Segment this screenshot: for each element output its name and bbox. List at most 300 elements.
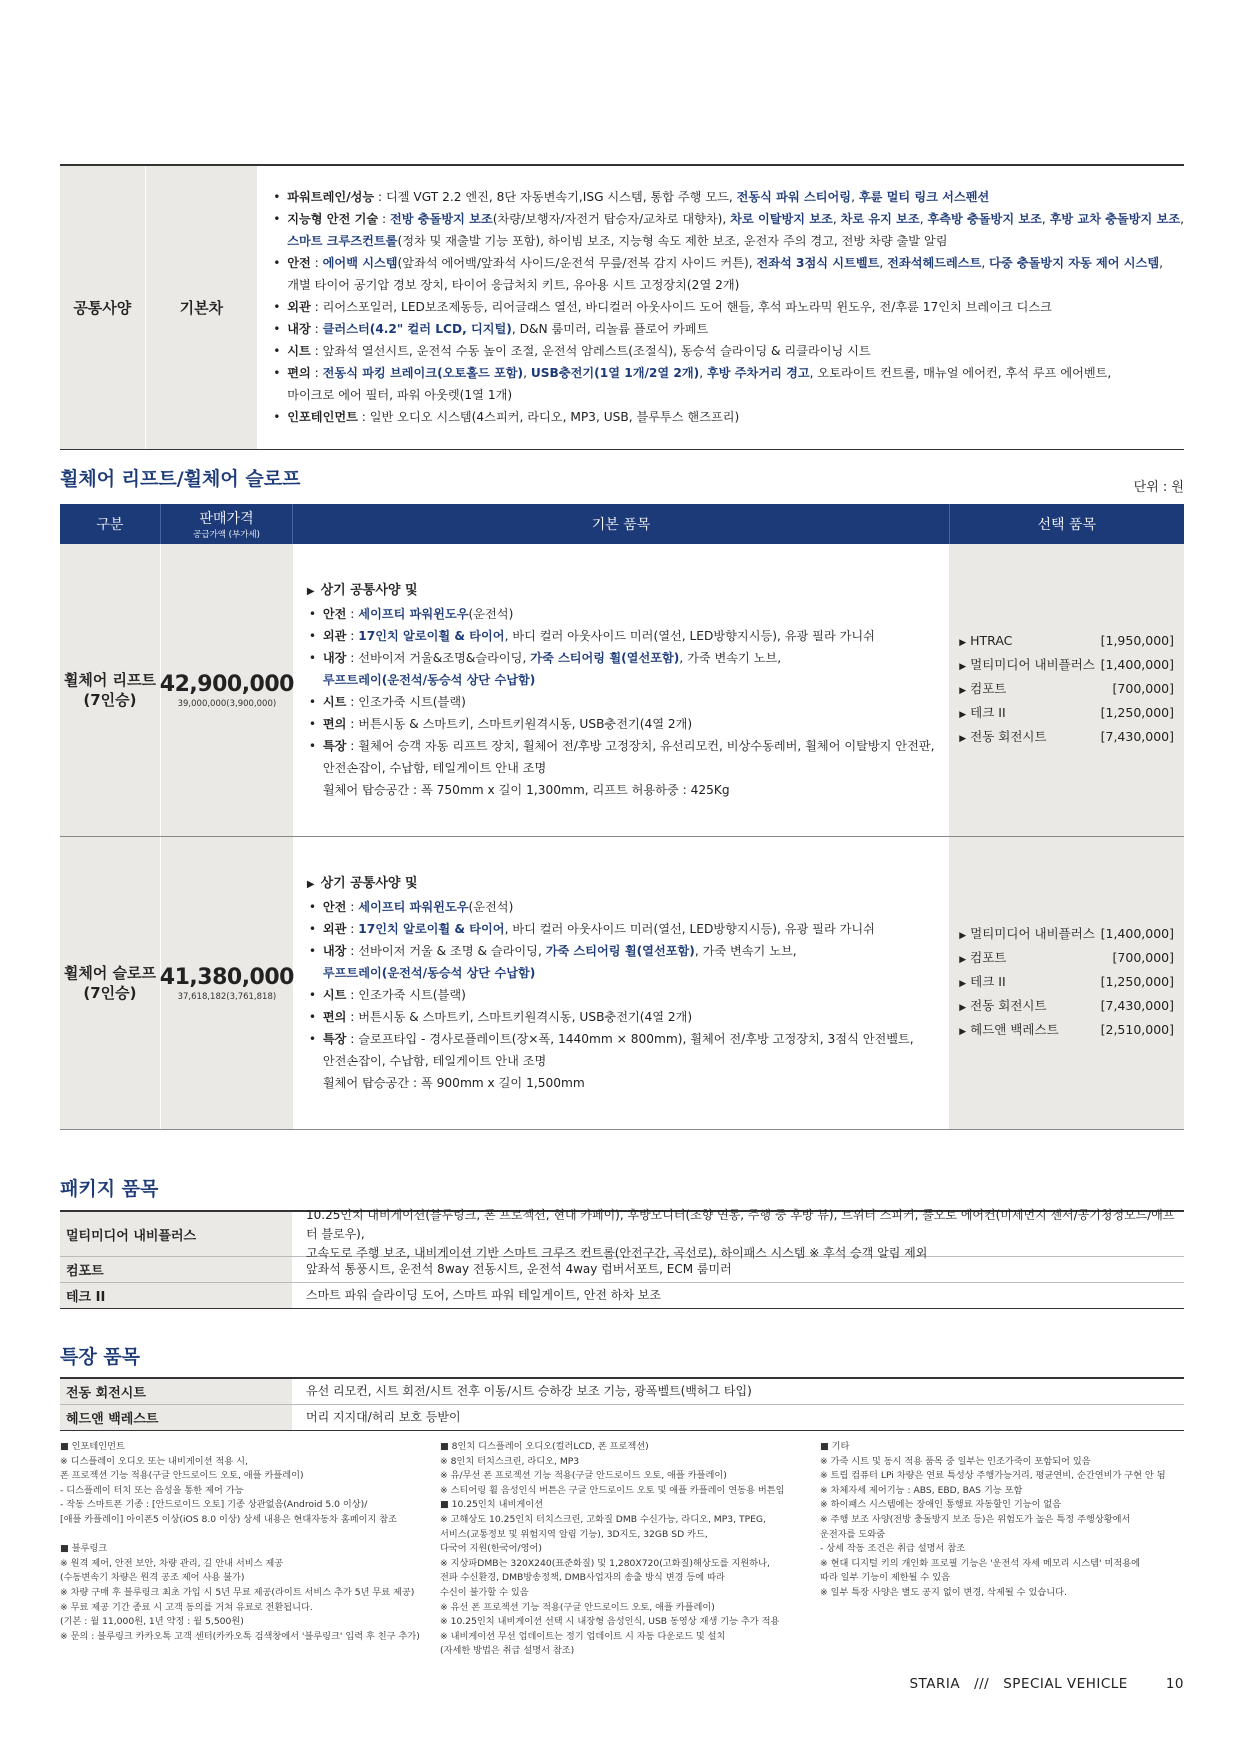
option-name [959, 923, 1095, 947]
spec-text: 내장 [322, 943, 347, 958]
option-item [959, 654, 1174, 678]
spec-line [287, 252, 1184, 274]
footnote-line: 전파 수신환경, DMB방송정책, DMB사업자의 송출 방식 변경 등에 따라 [440, 1572, 725, 1584]
wheelchair-section-title: 휠체어 리프트/휠체어 슬로프 [60, 468, 301, 490]
spec-text: 편의 [322, 1009, 347, 1024]
spec-item [267, 296, 1184, 318]
spec-line [323, 625, 949, 647]
desc-line: 머리 지지대/허리 보호 등받이 [306, 1410, 461, 1424]
spec-text: 전좌석 3점식 시트벨트 [756, 256, 880, 270]
spec-line [287, 296, 1184, 318]
page-footer [909, 1676, 1184, 1692]
spec-text: : [310, 366, 323, 380]
option-name [959, 630, 1012, 654]
spec-text: , [851, 190, 859, 204]
spec-line [323, 896, 949, 918]
spec-text: , [1041, 212, 1050, 226]
spec-text: 루프트레이(운전석/동승석 상단 수납함) [322, 672, 536, 687]
spec-text: 시트 [322, 987, 347, 1002]
option-price: [7,430,000] [1100, 998, 1174, 1013]
option-name-text: 테크 II [970, 974, 1006, 989]
spec-text: : 휠체어 승객 자동 리프트 장치, 휠체어 전/후방 고정장치, 유선리모컨, 비상수동레버, 휠체어 이탈방지 안전판, [346, 738, 935, 753]
footnote-line: ※ 무료 제공 기간 종료 시 고객 동의를 거쳐 유료로 전환됩니다. [60, 1601, 313, 1613]
table-row [60, 1207, 1184, 1260]
header-price-sub: 공급가액 (부가세) [193, 530, 260, 540]
footnote-line: ※ 가죽 시트 및 동시 적용 품목 중 일부는 인조가죽이 포함되어 있음 [820, 1455, 1091, 1467]
trim-name-main: 휠체어 슬로프 [63, 964, 157, 982]
footnote-line: ■ 인포테인먼트 [60, 1441, 125, 1452]
table-row [60, 1257, 1184, 1283]
spec-line [287, 274, 1184, 296]
spec-line [323, 691, 949, 713]
spec-text: : [346, 921, 359, 936]
option-name [959, 1019, 1058, 1043]
spec-item [303, 1028, 949, 1094]
spec-text: 에어백 시스템 [322, 256, 398, 270]
arrow-icon: ▶ [959, 1027, 967, 1037]
basic-items [293, 837, 949, 1129]
spec-text: 내장 [287, 322, 311, 336]
trim-name-seats: (7인승) [83, 691, 137, 709]
spec-item [267, 208, 1184, 252]
spec-line [323, 984, 949, 1006]
spec-item [303, 940, 949, 984]
footnote-line: ■ 블루링크 [60, 1543, 108, 1555]
spec-text: : [310, 322, 323, 336]
spec-text: 특장 [322, 1031, 347, 1046]
option-price: [7,430,000] [1100, 729, 1174, 744]
spec-text: 전동식 파워 스티어링 [736, 190, 852, 204]
footnote-line: 폰 프로젝션 기능 적용(구글 안드로이드 오토, 애플 카플레이) [60, 1470, 304, 1482]
spec-text: 지능형 안전 기술 [287, 212, 379, 226]
spec-item [303, 735, 949, 801]
spec-line [287, 230, 1184, 252]
wheelchair-table-header [60, 504, 1184, 544]
footnote-line: - 디스플레이 터치 또는 음성을 통한 제어 가능 [60, 1484, 244, 1496]
footnote-line: ※ 주행 보조 사양(전방 충돌방지 보조 등)은 위험도가 높은 특정 주행상황에서 [820, 1513, 1131, 1525]
footnote-line: ※ 차량 구매 후 블루링크 최초 가입 시 5년 무료 제공(라이트 서비스 추가 5년 무료 제공) [60, 1586, 415, 1598]
spec-text: 내장 [322, 650, 347, 665]
footnote-line: ※ 현대 디지털 키의 개인화 프로필 기능은 '운전석 자세 메모리 시스템' 미적용에 [820, 1557, 1141, 1569]
heading-text: 상기 공통사양 및 [320, 582, 418, 598]
footnote-line: (자세한 방법은 취급 설명서 참조) [440, 1645, 575, 1657]
spec-text: , [1180, 212, 1184, 226]
spec-line [323, 1072, 949, 1094]
footnote-line: ※ 트립 컴퓨터 LPi 차량은 연료 특성상 주행가능거리, 평균연비, 순간연비가 구현 안 됨 [820, 1470, 1166, 1482]
spec-text: 전방 충돌방지 보조 [390, 212, 493, 226]
option-name-text: 전동 회전시트 [970, 729, 1047, 744]
option-name [959, 947, 1006, 971]
arrow-icon: ▶ [959, 734, 967, 744]
spec-text: 특장 [322, 738, 347, 753]
desc-line: 유선 리모컨, 시트 회전/시트 전후 이동/시트 승하강 보조 기능, 광폭벨트(백허그 타입) [306, 1384, 752, 1398]
spec-text: 시트 [322, 694, 347, 709]
footnote-line [60, 1528, 420, 1543]
spec-line [287, 406, 1184, 428]
spec-text: , [1159, 256, 1163, 270]
footnote-line: ※ 차체자세 제어기능 : ABS, EBD, BAS 기능 포함 [820, 1484, 1023, 1496]
spec-line [287, 208, 1184, 230]
spec-text: 루프트레이(운전석/동승석 상단 수납함) [322, 965, 536, 980]
spec-text: 후측방 충돌방지 보조 [927, 212, 1042, 226]
option-price: [700,000] [1112, 950, 1174, 965]
spec-text: 후방 교차 충돌방지 보조 [1049, 212, 1181, 226]
option-name [959, 678, 1006, 702]
footnotes-col3 [820, 1440, 1166, 1601]
spec-item [303, 918, 949, 940]
header-category: 구분 [60, 504, 161, 544]
spec-text: (운전석) [468, 899, 514, 914]
spec-line [287, 340, 1184, 362]
footnote-line: ※ 10.25인치 내비게이션 선택 시 내장형 음성인식, USB 동영상 재생 기능 추가 적용 [440, 1616, 780, 1628]
desc-line: 앞좌석 통풍시트, 운전석 8way 전동시트, 운전석 4way 럼버서포트, ECM 룸미러 [306, 1262, 732, 1276]
arrow-icon: ▶ [959, 710, 967, 720]
spec-text: 클러스터(4.2" 컬러 LCD, 디지털) [322, 322, 512, 336]
footnote-line: ※ 내비게이션 무선 업데이트는 정기 업데이트 시 자동 다운로드 및 설치 [440, 1630, 726, 1642]
spec-text: : 버튼시동 & 스마트키, 스마트키원격시동, USB충전기(4열 2개) [346, 716, 693, 731]
option-item [959, 995, 1174, 1019]
spec-line [323, 713, 949, 735]
footnote-line: ※ 디스플레이 오디오 또는 내비게이션 적용 시, [60, 1455, 248, 1467]
heading-text: 상기 공통사양 및 [320, 875, 418, 891]
spec-text: : 슬로프타입 - 경사로플레이트(장×폭, 1440mm × 800mm), 휠체어 전/후방 고정장치, 3점식 안전벨트, [346, 1031, 914, 1046]
footnote-line: ※ 지상파DMB는 320X240(표준화질) 및 1,280X720(고화질)해상도를 지원하나, [440, 1557, 770, 1569]
desc-line: 스마트 파워 슬라이딩 도어, 스마트 파워 테일게이트, 안전 하차 보조 [306, 1288, 661, 1302]
spec-text: 안전손잡이, 수납함, 테일게이트 안내 조명 [322, 1053, 547, 1068]
footnote-line: - 작동 스마트폰 기종 : [안드로이드 오토] 기종 상관없음(Android 5.0 이상)/ [60, 1499, 368, 1511]
special-name: 헤드앤 백레스트 [60, 1405, 292, 1430]
spec-text: 마이크로 에어 필터, 파워 아웃렛(1열 1개) [287, 388, 513, 402]
trim-name-seats: (7인승) [83, 984, 137, 1002]
price-value: 41,380,000 [159, 964, 294, 990]
spec-text: 안전 [322, 899, 347, 914]
footer-separator: /// [974, 1676, 990, 1692]
common-trim: 기본차 [146, 166, 258, 449]
spec-text: : [378, 212, 391, 226]
spec-text: 안전손잡이, 수납함, 테일게이트 안내 조명 [322, 760, 547, 775]
spec-text: 스마트 크루즈컨트롤 [287, 234, 398, 248]
option-price: [1,400,000] [1100, 926, 1174, 941]
spec-line [323, 647, 949, 669]
package-desc [292, 1283, 1184, 1308]
arrow-icon: ▶ [959, 931, 967, 941]
spec-text: : 일반 오디오 시스템(4스피커, 라디오, MP3, USB, 블루투스 핸즈프리) [357, 410, 740, 424]
footnote-line: 운전자를 도와줌 [820, 1528, 886, 1540]
option-price: [2,510,000] [1100, 1022, 1174, 1037]
spec-item [303, 984, 949, 1006]
spec-text: 17인치 알로이휠 & 타이어 [358, 628, 505, 643]
spec-line [323, 962, 949, 984]
spec-line [323, 918, 949, 940]
spec-text: 외관 [287, 300, 311, 314]
trim-price [161, 544, 293, 836]
footnote-line: 따라 일부 기능이 제한될 수 있음 [820, 1572, 950, 1584]
basic-items-heading [303, 580, 949, 603]
table-row [60, 544, 1184, 837]
spec-text: 휠체어 탑승공간 : 폭 750mm x 길이 1,300mm, 리프트 허용하중 : 425Kg [322, 782, 730, 797]
spec-text: , [879, 256, 888, 270]
spec-text: , [919, 212, 928, 226]
option-price: [1,400,000] [1100, 657, 1174, 672]
spec-text: : 인조가죽 시트(블랙) [346, 987, 466, 1002]
footnote-line: ※ 유선 폰 프로젝션 기능 적용(구글 안드로이드 오토, 애플 카플레이) [440, 1601, 715, 1613]
spec-text: 후방 주차거리 경고 [707, 366, 810, 380]
arrow-icon: ▶ [306, 585, 315, 597]
arrow-icon: ▶ [306, 878, 315, 890]
footnote-line: ※ 문의 : 블루링크 카카오톡 고객 센터(카카오톡 검색창에서 '블루링크' 입력 후 친구 추가) [60, 1630, 420, 1642]
spec-text: 후륜 멀티 링크 서스펜션 [858, 190, 990, 204]
spec-text: , 바디 컬러 아웃사이드 미러(열선, LED방향지시등), 유광 필라 가니쉬 [504, 628, 875, 643]
option-name-text: 컴포트 [970, 950, 1007, 965]
spec-text: , [523, 366, 531, 380]
common-spec-list [267, 186, 1184, 428]
spec-item [303, 647, 949, 691]
option-item [959, 678, 1174, 702]
spec-line [323, 1050, 949, 1072]
option-name-text: 테크 II [970, 705, 1006, 720]
spec-item [267, 186, 1184, 208]
supply-value: 37,618,182(3,761,818) [177, 991, 277, 1002]
option-item [959, 971, 1174, 995]
option-name [959, 654, 1095, 678]
spec-line [323, 669, 949, 691]
spec-text: 파워트레인/성능 [287, 190, 375, 204]
spec-text: 세이프티 파워윈도우 [358, 899, 469, 914]
spec-text: 세이프티 파워윈도우 [358, 606, 469, 621]
spec-text: (차량/보행자/자전거 탑승자/교차로 대향차), [492, 212, 731, 226]
table-row [60, 1283, 1184, 1308]
arrow-icon: ▶ [959, 1003, 967, 1013]
footer-brand: STARIA [909, 1676, 961, 1692]
option-name [959, 726, 1046, 750]
footnote-line: (수동변속기 차량은 원격 공조 제어 사용 불가) [60, 1572, 245, 1584]
trim-name-main: 휠체어 리프트 [63, 671, 157, 689]
table-row [60, 837, 1184, 1130]
spec-text: 차로 이탈방지 보조 [730, 212, 833, 226]
footer-label: SPECIAL VEHICLE [1003, 1676, 1128, 1692]
spec-line [323, 735, 949, 757]
package-table [60, 1207, 1184, 1309]
spec-text: 다중 충돌방지 자동 제어 시스템 [989, 256, 1160, 270]
spec-text: : [346, 899, 359, 914]
header-basic-items: 기본 품목 [293, 504, 949, 544]
spec-text: (앞좌석 에어백/앞좌석 사이드/운전석 무릎/전복 감지 사이드 커튼), [397, 256, 757, 270]
spec-text: 차로 유지 보조 [840, 212, 920, 226]
spec-item [267, 406, 1184, 428]
spec-text: , 가죽 변속기 노브, [679, 650, 782, 665]
spec-text: 편의 [287, 366, 311, 380]
spec-line [323, 779, 949, 801]
footnote-line: ※ 8인치 터치스크린, 라디오, MP3 [440, 1455, 580, 1467]
option-name-text: 컴포트 [970, 681, 1007, 696]
spec-text: 전좌석헤드레스트 [887, 256, 982, 270]
package-section-title: 패키지 품목 [60, 1178, 159, 1200]
spec-text: : 선바이저 거울 & 조명 & 슬라이딩, [346, 943, 546, 958]
spec-item [303, 713, 949, 735]
footnote-line: 다국어 지원(한국어/영어) [440, 1543, 542, 1555]
spec-text: 안전 [287, 256, 311, 270]
spec-item [267, 252, 1184, 296]
spec-text: (운전석) [468, 606, 514, 621]
spec-text: 안전 [322, 606, 347, 621]
trim-name [60, 544, 161, 836]
footnote-line: ※ 일부 특장 사양은 별도 공지 없이 변경, 삭제될 수 있습니다. [820, 1586, 1067, 1598]
spec-text: : 버튼시동 & 스마트키, 스마트키원격시동, USB충전기(4열 2개) [346, 1009, 693, 1024]
spec-text: : 앞좌석 열선시트, 운전석 수동 높이 조절, 운전석 암레스트(조절식), 동승석 슬라이딩 & 리클라이닝 시트 [310, 344, 871, 358]
spec-text: , [699, 366, 707, 380]
spec-text: , 가죽 변속기 노브, [694, 943, 797, 958]
spec-line [323, 757, 949, 779]
spec-text: 인포테인먼트 [287, 410, 358, 424]
option-name [959, 995, 1046, 1019]
option-item [959, 702, 1174, 726]
unit-label: 단위 : 원 [1133, 480, 1184, 495]
spec-line [287, 186, 1184, 208]
option-list [949, 544, 1184, 836]
spec-text: : 인조가죽 시트(블랙) [346, 694, 466, 709]
desc-line: 10.25인치 내비게이션(블루링크, 폰 프로젝션, 현대 카페이), 후방모니터(조향 연동, 주행 중 후방 뷰), 트위터 스피커, 풀오토 에어컨(미세먼지 센서/공기청정모드/애프터 블로우), [306, 1207, 1175, 1241]
spec-text: (정차 및 재출발 기능 포함), 하이빔 보조, 지능형 속도 제한 보조, 운전자 주의 경고, 전방 차량 출발 알림 [397, 234, 948, 248]
spec-text: : 선바이저 거울&조명&슬라이딩, [346, 650, 531, 665]
trim-price [161, 837, 293, 1129]
package-name: 멀티미디어 내비플러스 [60, 1212, 292, 1256]
option-price: [1,250,000] [1100, 705, 1174, 720]
arrow-icon: ▶ [959, 955, 967, 965]
spec-text: : [310, 256, 323, 270]
spec-text: , D&N 룸미러, 리놀륨 플로어 카페트 [511, 322, 709, 336]
package-name: 컴포트 [60, 1257, 292, 1282]
supply-value: 39,000,000(3,900,000) [177, 698, 277, 709]
footnote-line: ※ 고해상도 10.25인치 터치스크린, 고화질 DMB 수신가능, 라디오, MP3, TPEG, [440, 1513, 766, 1525]
footnote-line: (기본 : 월 11,000원, 1년 약정 : 월 5,500원) [60, 1616, 244, 1628]
spec-item [267, 340, 1184, 362]
spec-line [323, 603, 949, 625]
desc-line: 고속도로 주행 보조, 내비게이션 기반 스마트 크루즈 컨트롤(안전구간, 곡선로), 하이패스 시스템 ※ 후석 승객 알림 제외 [306, 1245, 928, 1260]
option-name [959, 971, 1005, 995]
page-number: 10 [1165, 1676, 1184, 1692]
spec-line [323, 940, 949, 962]
option-item [959, 630, 1174, 654]
header-price-label: 판매가격 [199, 511, 254, 527]
spec-text: 편의 [322, 716, 347, 731]
table-row [60, 1405, 1184, 1430]
footnote-line: ※ 스티어링 휠 음성인식 버튼은 구글 안드로이드 오토 및 애플 카플레이 연동용 버튼임 [440, 1484, 785, 1496]
spec-text: 개별 타이어 공기압 경보 장치, 타이어 응급처치 키트, 유아용 시트 고정장치(2열 2개) [287, 278, 740, 292]
spec-item [303, 625, 949, 647]
basic-items-list [303, 603, 949, 801]
header-price [161, 504, 294, 544]
spec-text: 가죽 스티어링 휠(열선포함) [545, 943, 695, 958]
footnote-line: 수신이 불가할 수 있음 [440, 1586, 529, 1598]
package-desc [292, 1257, 1184, 1282]
option-price: [700,000] [1112, 681, 1174, 696]
special-desc [292, 1405, 1184, 1430]
arrow-icon: ▶ [959, 686, 967, 696]
option-name-text: 전동 회전시트 [970, 998, 1047, 1013]
spec-item [303, 603, 949, 625]
option-name-text: 멀티미디어 내비플러스 [970, 926, 1095, 941]
option-item [959, 947, 1174, 971]
basic-items-list [303, 896, 949, 1094]
special-table [60, 1377, 1184, 1431]
special-name: 전동 회전시트 [60, 1379, 292, 1404]
option-name [959, 702, 1005, 726]
spec-text: 17인치 알로이휠 & 타이어 [358, 921, 505, 936]
spec-line [323, 1028, 949, 1050]
spec-text: , [981, 256, 990, 270]
arrow-icon: ▶ [959, 662, 967, 672]
spec-text: 전동식 파킹 브레이크(오토홀드 포함) [322, 366, 524, 380]
footnote-line: ※ 원격 제어, 안전 보안, 차량 관리, 길 안내 서비스 제공 [60, 1557, 284, 1569]
spec-line [287, 384, 1184, 406]
option-name-text: HTRAC [970, 633, 1013, 648]
spec-text: : 리어스포일러, LED보조제동등, 리어글래스 열선, 바디컬러 아웃사이드 도어 핸들, 후석 파노라믹 윈도우, 전/후륜 17인치 브레이크 디스크 [310, 300, 1052, 314]
option-item [959, 923, 1174, 947]
option-name-text: 멀티미디어 내비플러스 [970, 657, 1095, 672]
price-value: 42,900,000 [159, 671, 294, 697]
spec-item [267, 362, 1184, 406]
footnotes-col1 [60, 1440, 420, 1644]
spec-text: , 바디 컬러 아웃사이드 미러(열선, LED방향지시등), 유광 필라 가니쉬 [504, 921, 875, 936]
footnote-line: ※ 유/무선 폰 프로젝션 기능 적용(구글 안드로이드 오토, 애플 카플레이) [440, 1470, 727, 1482]
option-name-text: 헤드앤 백레스트 [970, 1022, 1059, 1037]
spec-item [303, 896, 949, 918]
spec-text: 가죽 스티어링 휠(열선포함) [530, 650, 680, 665]
spec-text: USB충전기(1열 1개/2열 2개) [530, 366, 700, 380]
spec-item [267, 318, 1184, 340]
footnotes-col2 [440, 1440, 785, 1659]
spec-text: 외관 [322, 921, 347, 936]
option-item [959, 1019, 1174, 1043]
footnote-line: ※ 하이패스 시스템에는 장애인 통행료 자동할인 기능이 없음 [820, 1499, 1062, 1511]
header-options: 선택 품목 [1037, 517, 1097, 533]
spec-line [287, 318, 1184, 340]
arrow-icon: ▶ [959, 979, 967, 989]
spec-item [303, 1006, 949, 1028]
package-desc [292, 1207, 1184, 1260]
trim-name [60, 837, 161, 1129]
common-spec-table [60, 164, 1184, 450]
wheelchair-table [60, 504, 1184, 1130]
special-section-title: 특장 품목 [60, 1346, 141, 1368]
package-name: 테크 II [60, 1283, 292, 1308]
footnote-line: ■ 10.25인치 내비게이션 [440, 1499, 543, 1511]
special-desc [292, 1379, 1184, 1404]
spec-text: : [346, 628, 359, 643]
footnote-line: - 상세 작동 조건은 취급 설명서 참조 [820, 1543, 966, 1555]
spec-line [287, 362, 1184, 384]
spec-text: , [832, 212, 841, 226]
spec-text: : [346, 606, 359, 621]
basic-items [293, 544, 949, 836]
option-item [959, 726, 1174, 750]
basic-items-heading [303, 873, 949, 896]
option-price: [1,950,000] [1100, 633, 1174, 648]
footnote-line: ■ 기타 [820, 1441, 850, 1452]
spec-text: 외관 [322, 628, 347, 643]
common-category: 공통사양 [60, 166, 146, 449]
arrow-icon: ▶ [959, 638, 967, 648]
footnote-line: 서비스(교통정보 및 위험지역 알림 기능), 3D지도, 32GB SD 카드, [440, 1528, 708, 1540]
table-row [60, 1379, 1184, 1405]
footnote-line: [애플 카플레이] 아이폰5 이상(iOS 8.0 이상) 상세 내용은 현대자동차 홈페이지 참조 [60, 1513, 397, 1525]
spec-item [303, 691, 949, 713]
spec-text: 휠체어 탑승공간 : 폭 900mm x 길이 1,500mm [322, 1075, 585, 1090]
spec-text: , 오토라이트 컨트롤, 매뉴얼 에어컨, 후석 루프 에어벤트, [809, 366, 1112, 380]
footnote-line: ■ 8인치 디스플레이 오디오(컬러LCD, 폰 프로젝션) [440, 1441, 649, 1452]
option-price: [1,250,000] [1100, 974, 1174, 989]
option-list [949, 837, 1184, 1129]
